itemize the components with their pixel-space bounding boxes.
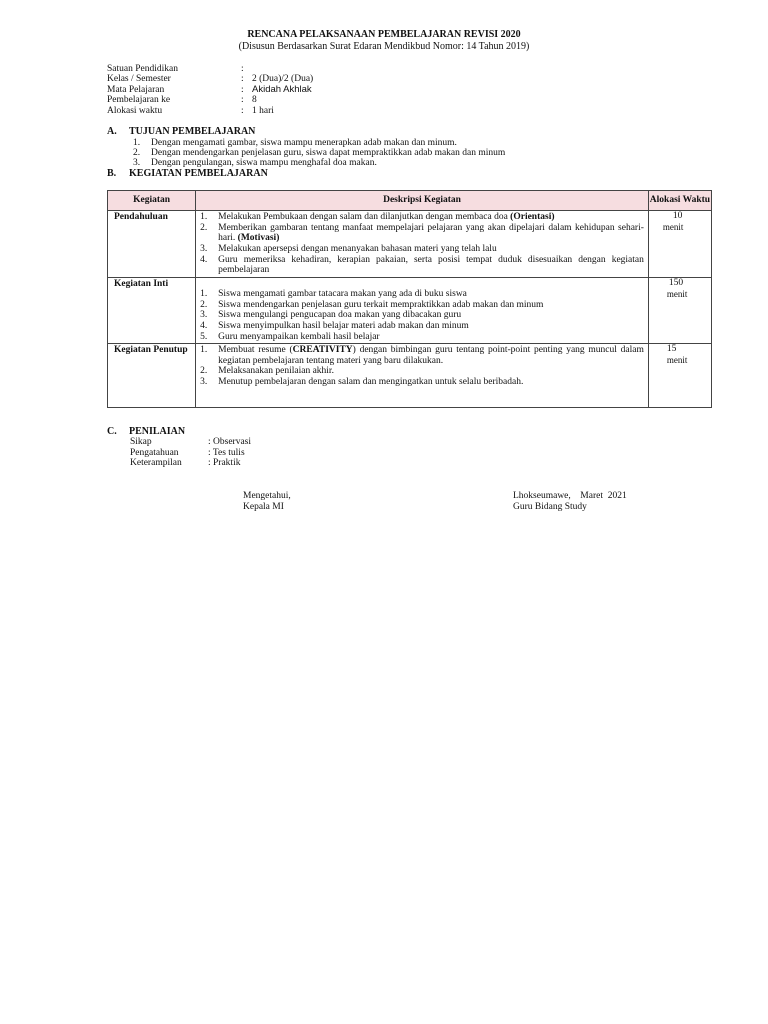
item-text: Siswa mendengarkan penjelasan guru terkait mempraktikkan adab makan dan minum	[218, 299, 544, 310]
signature-line: Guru Bidang Study	[513, 501, 587, 512]
info-value: 1 hari	[252, 105, 274, 116]
item-number: 3.	[200, 310, 208, 321]
activity-description	[196, 344, 649, 408]
section-letter: A.	[107, 126, 117, 137]
section-title: KEGIATAN PEMBELAJARAN	[129, 168, 268, 179]
item-text: Siswa mengamati gambar tatacara makan yang ada di buku siswa	[218, 289, 467, 299]
item-number: 2.	[200, 366, 208, 377]
header-alokasi: Alokasi Waktu	[648, 191, 711, 211]
time-value: 15	[666, 344, 677, 355]
section-title: TUJUAN PEMBELAJARAN	[129, 126, 256, 137]
item-number: 2.	[133, 148, 141, 159]
assessment-list	[130, 437, 251, 469]
assessment-value: : Observasi	[208, 437, 252, 447]
activity-description	[196, 278, 649, 344]
item-text: Guru menyampaikan kembali hasil belajar	[218, 331, 380, 342]
info-value: Akidah Akhlak	[252, 83, 312, 95]
section-letter: C.	[107, 426, 117, 437]
info-colon: :	[241, 74, 244, 85]
info-row-mapel	[107, 85, 313, 95]
item-number: 1.	[200, 345, 208, 356]
list-item	[200, 310, 644, 321]
item-number: 1.	[200, 289, 208, 299]
info-row-pembelajaran	[107, 95, 313, 105]
activities-table	[107, 190, 712, 408]
item-text	[218, 223, 644, 244]
spacer	[200, 279, 644, 289]
list-item	[200, 321, 644, 332]
list-item	[200, 345, 644, 366]
item-text: Dengan pengulangan, siswa mampu menghafal doa makan.	[151, 158, 377, 169]
header-kegiatan: Kegiatan	[108, 191, 196, 211]
item-text: Melakukan apersepsi dengan menanyakan bahasan materi yang telah lalu	[218, 243, 497, 254]
document-title: RENCANA PELAKSANAAN PEMBELAJARAN REVISI 2020	[247, 29, 521, 40]
activity-time	[648, 344, 711, 408]
info-label: Pembelajaran ke	[107, 95, 171, 106]
item-number: 2.	[200, 299, 208, 310]
item-number: 1.	[200, 212, 208, 222]
item-text-plain: Melakukan Pembukaan dengan salam dan dilanjutkan dengan membaca doa	[218, 212, 511, 222]
document-subtitle: (Disusun Berdasarkan Surat Edaran Mendikbud Nomor: 14 Tahun 2019)	[238, 41, 530, 52]
info-value: 2 (Dua)/2 (Dua)	[252, 74, 314, 85]
info-colon: :	[241, 95, 244, 106]
time-unit: menit	[666, 288, 688, 299]
info-label: Alokasi waktu	[107, 105, 163, 116]
time-value: 150	[668, 278, 684, 288]
item-text-bold: (Motivasi)	[237, 233, 280, 244]
list-item	[133, 138, 505, 148]
list-item	[200, 332, 644, 343]
item-number: 3.	[200, 243, 208, 254]
item-number: 4.	[200, 320, 208, 331]
signature-line: Lhokseumawe, Maret 2021	[513, 491, 627, 501]
list-item	[130, 437, 251, 448]
signature-line: Mengetahui,	[243, 491, 291, 501]
info-label: Satuan Pendidikan	[107, 64, 178, 74]
assessment-label: Pengatahuan	[130, 447, 179, 458]
info-colon: :	[241, 105, 244, 116]
list-item	[200, 366, 644, 377]
activity-time	[648, 278, 711, 344]
item-number: 4.	[200, 254, 208, 265]
assessment-label: Keterampilan	[130, 458, 182, 468]
table-header-row	[108, 191, 712, 211]
item-text	[218, 212, 644, 223]
item-number: 1.	[133, 138, 141, 148]
item-number: 5.	[200, 331, 208, 342]
list-item	[200, 223, 644, 244]
item-text-bold: CREATIVITY	[292, 345, 353, 356]
table-row	[108, 211, 712, 278]
item-text-tail: ) dengan bimbingan guru tentang point-point penting yang muncul dalam kegiatan pembelajaran tentang materi yang baru dilakukan.	[218, 345, 644, 366]
info-colon: :	[241, 84, 244, 95]
item-text: Siswa mengulangi pengucapan doa makan yang dibacakan guru	[218, 310, 462, 321]
list-item	[130, 458, 251, 469]
time-unit: menit	[666, 354, 688, 365]
section-letter: B.	[107, 168, 117, 179]
section-c-heading	[107, 426, 185, 437]
activity-name: Kegiatan Penutup	[108, 344, 196, 408]
item-text-plain: Membuat resume (	[218, 345, 293, 356]
time-unit: menit	[662, 221, 684, 232]
list-item	[130, 448, 251, 459]
list-item	[200, 255, 644, 276]
item-number: 3.	[133, 158, 141, 169]
list-item	[133, 148, 505, 158]
item-text: Dengan mendengarkan penjelasan guru, siswa dapat mempraktikkan adab makan dan minum	[151, 148, 506, 159]
table-row	[108, 278, 712, 344]
info-label: Mata Pelajaran	[107, 84, 165, 95]
item-text-plain: Memberikan gambaran tentang manfaat mempelajari pelajaran yang akan dipelajari dalam kehidupan sehari-hari.	[218, 222, 644, 244]
info-row-satuan	[107, 64, 313, 74]
list-item	[200, 289, 644, 300]
signature-left	[243, 491, 291, 512]
item-text-bold: (Orientasi)	[510, 212, 555, 222]
item-text: Siswa menyimpulkan hasil belajar materi adab makan dan minum	[218, 320, 469, 331]
item-number: 2.	[200, 222, 208, 233]
activity-description	[196, 211, 649, 278]
info-value: 8	[252, 95, 257, 106]
item-text	[218, 345, 644, 366]
list-item	[200, 244, 644, 255]
section-a-heading	[107, 126, 255, 137]
identity-block	[107, 64, 313, 116]
item-text: Melaksanakan penilaian akhir.	[218, 366, 334, 377]
list-item	[200, 212, 644, 223]
info-row-alokasi	[107, 106, 313, 116]
section-b-heading	[107, 168, 268, 179]
table-row	[108, 344, 712, 408]
info-label: Kelas / Semester	[107, 74, 171, 85]
info-colon: :	[241, 64, 244, 74]
signature-line: Kepala MI	[243, 501, 284, 512]
assessment-value: : Tes tulis	[208, 447, 245, 458]
assessment-value: : Praktik	[208, 458, 241, 468]
time-value: 10	[672, 211, 683, 221]
list-item	[200, 300, 644, 311]
signature-right	[513, 491, 627, 512]
objectives-list	[133, 138, 505, 169]
item-text: Dengan mengamati gambar, siswa mampu menerapkan adab makan dan minum.	[151, 138, 457, 148]
list-item	[200, 377, 644, 388]
activity-name: Pendahuluan	[108, 211, 196, 278]
item-number: 3.	[200, 377, 208, 387]
section-title: PENILAIAN	[129, 426, 186, 437]
header-deskripsi: Deskripsi Kegiatan	[196, 191, 649, 211]
activity-name: Kegiatan Inti	[108, 278, 196, 344]
item-text: Menutup pembelajaran dengan salam dan mengingatkan untuk selalu beribadah.	[218, 377, 524, 387]
assessment-label: Sikap	[130, 437, 152, 447]
item-text: Guru memeriksa kehadiran, kerapian pakaian, serta posisi tempat duduk disesuaikan dengan kegiatan pembelajaran	[218, 254, 644, 276]
activity-time	[648, 211, 711, 278]
